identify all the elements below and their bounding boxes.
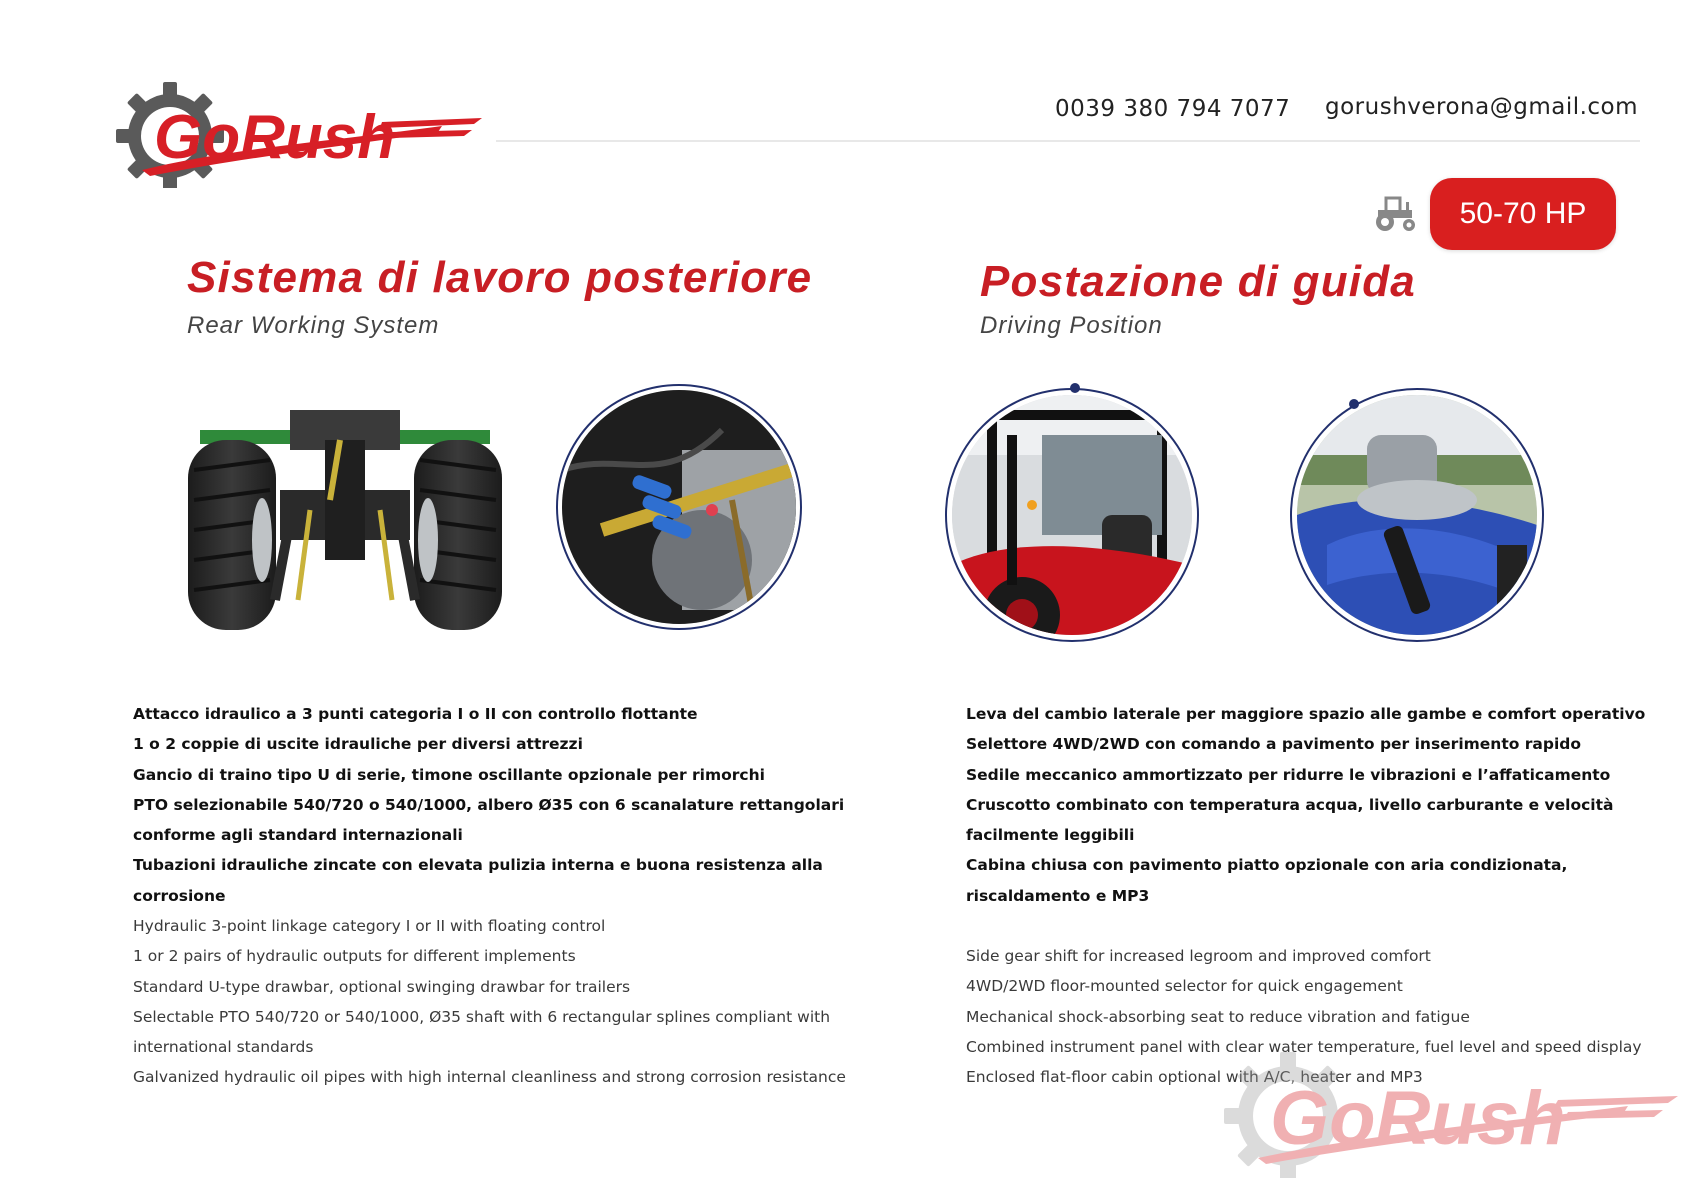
- rear-linkage-photo: [180, 400, 510, 640]
- list-item: Attacco idraulico a 3 punti categoria I o II con controllo flottante: [133, 705, 698, 723]
- hp-badge: 50-70 HP: [1430, 178, 1616, 250]
- driving-section-title: Postazione di guida: [980, 257, 1416, 306]
- logo-wordmark: GoRush: [154, 103, 396, 172]
- driving-features-it: [966, 699, 1656, 911]
- list-item: Leva del cambio laterale per maggiore spazio alle gambe e comfort operativo: [966, 705, 1646, 723]
- list-item: Tubazioni idrauliche zincate con elevata pulizia interna e buona resistenza alla corrosione: [133, 856, 823, 905]
- list-item: Mechanical shock-absorbing seat to reduce vibration and fatigue: [966, 1007, 1470, 1026]
- brand-watermark: [1218, 1048, 1678, 1178]
- header-divider: [496, 140, 1640, 142]
- photo-ring-dot: [1070, 383, 1080, 393]
- list-item: 1 or 2 pairs of hydraulic outputs for different implements: [133, 947, 576, 966]
- list-item: Combined instrument panel with clear water temperature, fuel level and speed display: [966, 1037, 1642, 1056]
- brand-logo: [112, 78, 482, 188]
- seat-photo: [1297, 395, 1537, 635]
- hydraulic-detail-photo: [562, 390, 796, 624]
- contact-phone[interactable]: 0039 380 794 7077: [1055, 96, 1291, 122]
- list-item: Enclosed flat-floor cabin optional with A/C, heater and MP3: [966, 1068, 1423, 1087]
- list-item: Sedile meccanico ammortizzato per ridurre le vibrazioni e l’affaticamento: [966, 765, 1611, 784]
- cabin-photo: [952, 395, 1192, 635]
- rear-features-it: [133, 699, 913, 911]
- list-item: Selectable PTO 540/720 or 540/1000, Ø35 shaft with 6 rectangular splines compliant with international standards: [133, 1007, 831, 1057]
- rear-section-subtitle: Rear Working System: [187, 312, 440, 339]
- list-item: Hydraulic 3-point linkage category I or II with floating control: [133, 917, 606, 935]
- list-item: Cruscotto combinato con temperatura acqua, livello carburante e velocità facilmente leggibili: [966, 795, 1614, 845]
- driving-section-subtitle: Driving Position: [980, 312, 1163, 339]
- list-item: Cabina chiusa con pavimento piatto opzionale con aria condizionata, riscaldamento e MP3: [966, 856, 1568, 905]
- list-item: 1 o 2 coppie di uscite idrauliche per diversi attrezzi: [133, 735, 583, 754]
- list-item: PTO selezionabile 540/720 o 540/1000, albero Ø35 con 6 scanalature rettangolari conforme agli standard internazionali: [133, 795, 845, 845]
- list-item: Gancio di traino tipo U di serie, timone oscillante opzionale per rimorchi: [133, 765, 765, 784]
- contact-email[interactable]: gorushverona@gmail.com: [1325, 94, 1639, 120]
- list-item: Standard U-type drawbar, optional swinging drawbar for trailers: [133, 977, 631, 996]
- list-item: Selettore 4WD/2WD con comando a pavimento per inserimento rapido: [966, 735, 1582, 754]
- rear-features-en: [133, 911, 913, 1093]
- watermark-wordmark: GoRush: [1270, 1076, 1566, 1161]
- photo-ring-dot: [1349, 399, 1359, 409]
- rear-section-title: Sistema di lavoro posteriore: [187, 253, 813, 302]
- list-item: Side gear shift for increased legroom and improved comfort: [966, 947, 1431, 965]
- list-item: Galvanized hydraulic oil pipes with high internal cleanliness and strong corrosion resistance: [133, 1068, 846, 1087]
- tractor-icon: [1372, 196, 1418, 232]
- list-item: 4WD/2WD floor-mounted selector for quick engagement: [966, 977, 1403, 996]
